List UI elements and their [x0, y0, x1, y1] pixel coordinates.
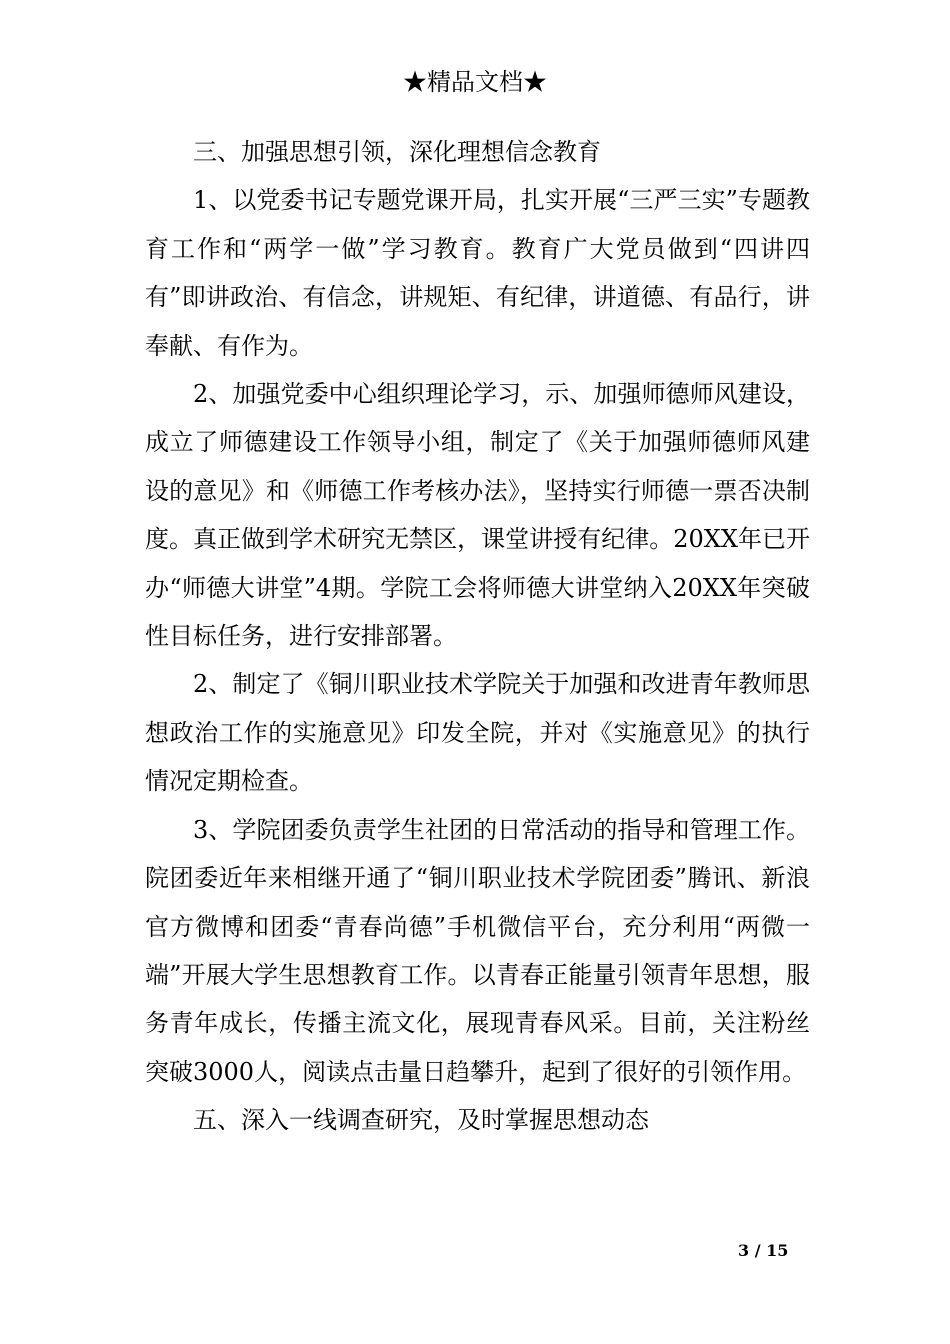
header-title: ★精品文档★ [403, 68, 547, 96]
document-body [145, 128, 810, 1145]
section-heading-3: 三、加强思想引领，深化理想信念教育 [193, 138, 601, 166]
paragraph-3: 2、制定了《铜川职业技术学院关于加强和改进青年教师思想政治工作的实施意见》印发全院，并对《实施意见》的执行情况定期检查。 [145, 670, 810, 796]
section-heading-5: 五、深入一线调查研究，及时掌握思想动态 [193, 1106, 649, 1135]
paragraph-1: 1、以党委书记专题党课开局，扎实开展“三严三实”专题教育工作和“两学一做”学习教育。教育广大党员做到“四讲四有”即讲政治、有信念，讲规矩、有纪律，讲道德、有品行，讲奉献、有作为。 [145, 186, 810, 360]
page-number: 3 / 15 [738, 1241, 789, 1260]
page-header [0, 66, 950, 98]
paragraph-4: 3、学院团委负责学生社团的日常活动的指导和管理工作。院团委近年来相继开通了“铜川职业技术学院团委”腾讯、新浪官方微博和团委“青春尚德”手机微信平台，充分利用“两微一端”开展大学生思想教育工作。以青春正能量引领青年思想，服务青年成长，传播主流文化，展现青春风采。目前，关注粉丝突破3000人，阅读点击量日趋攀升，起到了很好的引领作用。 [145, 815, 810, 1086]
paragraph-2: 2、加强党委中心组织理论学习，示、加强师德师风建设，成立了师德建设工作领导小组，制定了《关于加强师德师风建设的意见》和《师德工作考核办法》，坚持实行师德一票否决制度。真正做到学术研究无禁区，课堂讲授有纪律。20XX年已开办“师德大讲堂”4期。学院工会将师德大讲堂纳入20XX年突破性目标任务，进行安排部署。 [145, 380, 810, 651]
